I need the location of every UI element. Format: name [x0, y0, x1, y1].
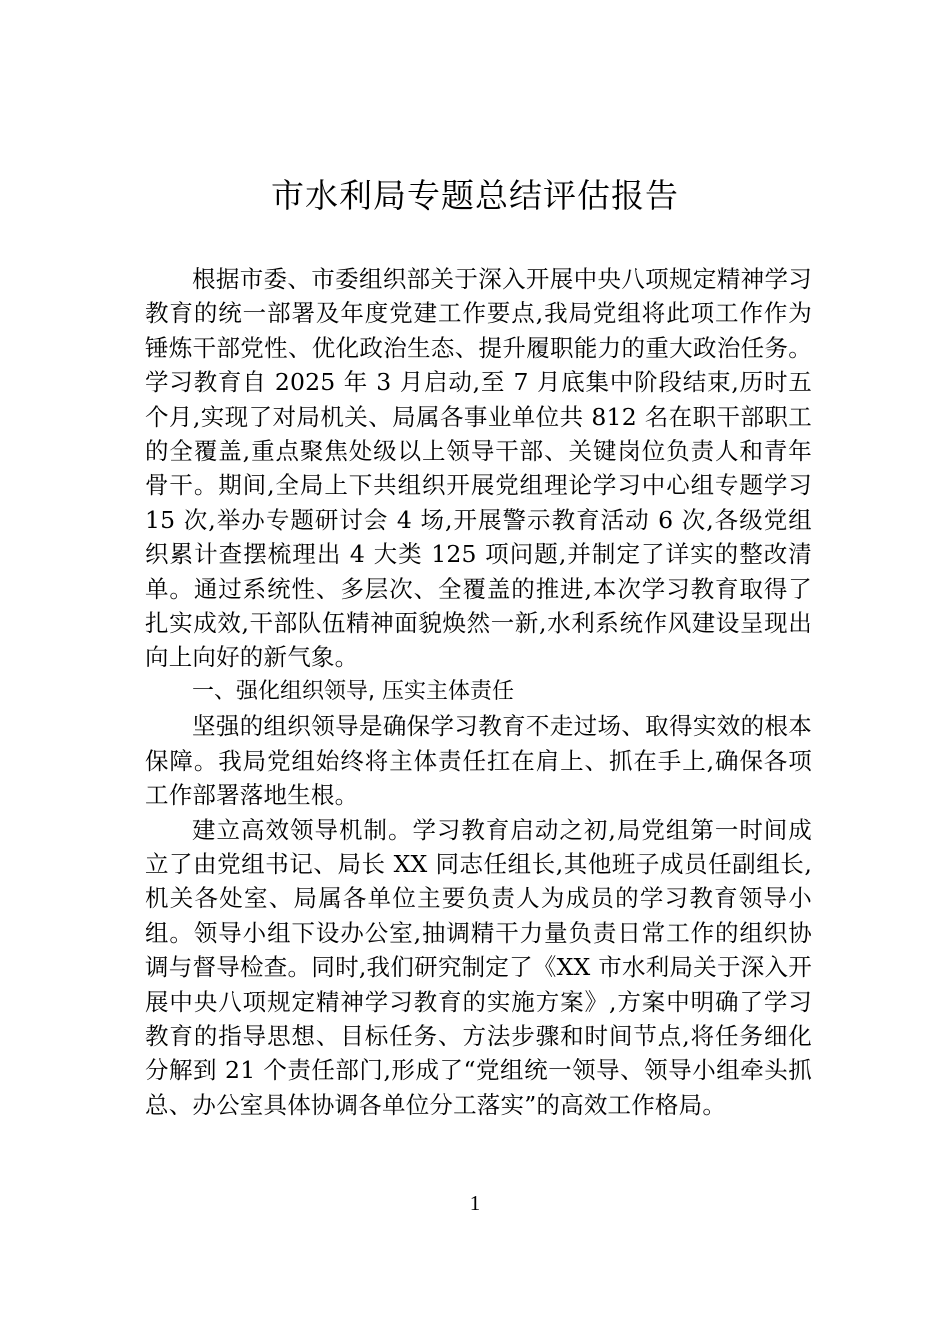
section-1-paragraph-1: 坚强的组织领导是确保学习教育不走过场、取得实效的根本保障。我局党组始终将主体责任扛在肩上、抓在手上,确保各项工作部署落地生根。 — [145, 712, 812, 810]
page-number: 1 — [469, 1191, 481, 1215]
intro-paragraph: 根据市委、市委组织部关于深入开展中央八项规定精神学习教育的统一部署及年度党建工作要点,我局党组将此项工作作为锤炼干部党性、优化政治生态、提升履职能力的重大政治任务。学习教育自 2025 年 3 月启动,至 7 月底集中阶段结束,历时五个月,实现了对局机关、局属各事业单位共 812 名在职干部职工的全覆盖,重点聚焦处级以上领导干部、关键岗位负责人和青年骨干。期间,全局上下共组织开展党组理论学习中心组专题学习 15 次,举办专题研讨会 4 场,开展警示教育活动 6 次,各级党组织累计查摆梳理出 4 大类 125 项问题,并制定了详实的整改清单。通过系统性、多层次、全覆盖的推进,本次学习教育取得了扎实成效,干部队伍精神面貌焕然一新,水利系统作风建设呈现出向上向好的新气象。 — [145, 265, 812, 672]
section-1-heading: 一、强化组织领导, 压实主体责任 — [192, 678, 514, 704]
document-title: 市水利局专题总结评估报告 — [271, 176, 679, 215]
section-1-paragraph-2: 建立高效领导机制。学习教育启动之初,局党组第一时间成立了由党组书记、局长 XX 同志任组长,其他班子成员任副组长,机关各处室、局属各单位主要负责人为成员的学习教育领导小组。领导小组下设办公室,抽调精干力量负责日常工作的组织协调与督导检查。同时,我们研究制定了《XX 市水利局关于深入开展中央八项规定精神学习教育的实施方案》,方案中明确了学习教育的指导思想、目标任务、方法步骤和时间节点,将任务细化分解到 21 个责任部门,形成了“党组统一领导、领导小组牵头抓总、办公室具体协调各单位分工落实”的高效工作格局。 — [145, 815, 812, 1119]
document-body — [145, 262, 812, 1122]
